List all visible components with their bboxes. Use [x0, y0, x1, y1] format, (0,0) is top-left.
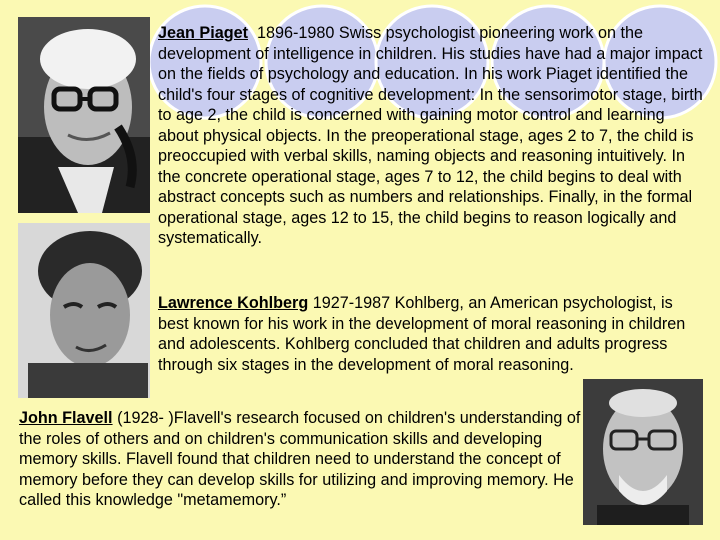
- piaget-description: 1896-1980 Swiss psychologist pioneering work on the development of intelligence in children. His studies have had a major impact on the fields of psychology and education. In his work Piaget identified the child's four stages of cognitive development: In the sensorimotor stage, birth to age 2, the child is concerned with gaining motor control and learning about physical objects. In the preoperational stage, ages 2 to 7, the child is preoccupied with verbal skills, naming objects and reasoning intuitively. In the concrete operational stage, ages 7 to 12, the child begins to deal with abstract concepts such as numbers and relationships. Finally, in the formal operational stage, ages 12 to 15, the child begins to reason logically and systematically.: [158, 24, 703, 247]
- flavell-name: John Flavell: [19, 409, 113, 427]
- piaget-name: Jean Piaget: [158, 24, 248, 42]
- kohlberg-portrait: [18, 223, 150, 398]
- flavell-paragraph: [19, 408, 581, 511]
- kohlberg-name: Lawrence Kohlberg: [158, 294, 309, 312]
- piaget-portrait: [18, 17, 150, 213]
- kohlberg-paragraph: [158, 293, 703, 375]
- piaget-paragraph: [158, 23, 703, 249]
- flavell-description: (1928- )Flavell's research focused on children's understanding of the roles of others and on children's communication skills and developing memory skills. Flavell found that children need to understand the concept of memory before they can develop skills for utilizing and improving memory. He called this knowledge "metamemory.”: [19, 409, 581, 509]
- kohlberg-description: 1927-1987 Kohlberg, an American psychologist, is best known for his work in the development of moral reasoning in children and adolescents. Kohlberg concluded that children and adults progress through six stages in the development of moral reasoning.: [158, 294, 686, 374]
- flavell-portrait: [583, 379, 703, 525]
